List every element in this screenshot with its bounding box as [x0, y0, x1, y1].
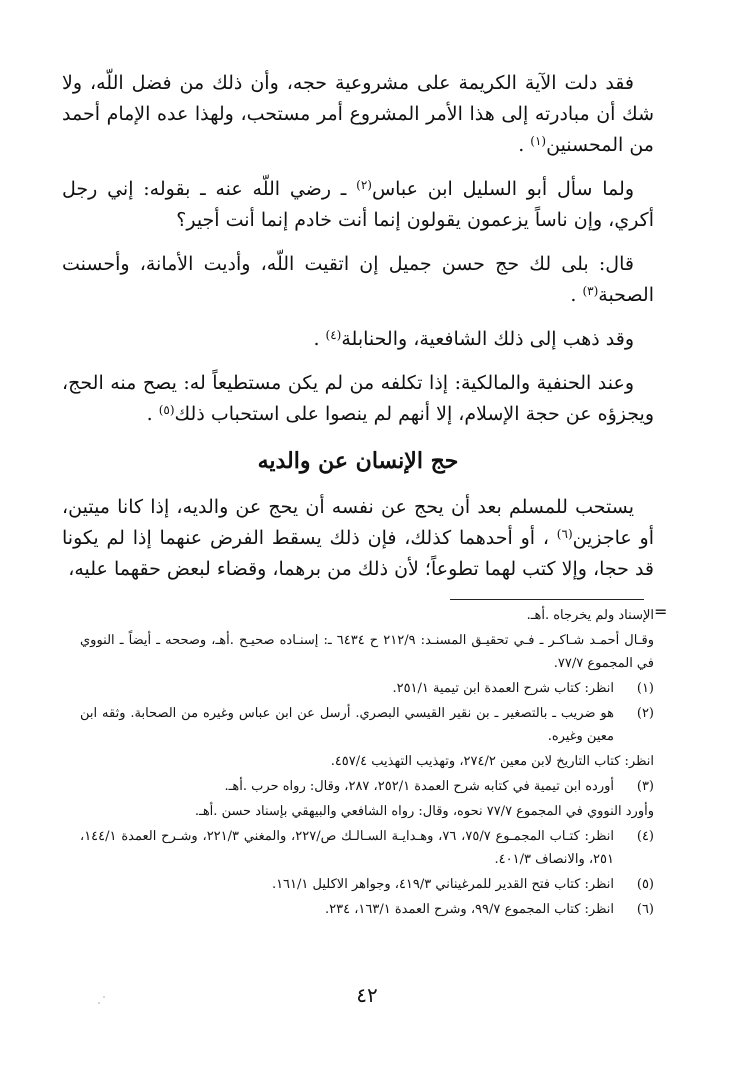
- footnote-text: انظر: كتاب شرح العمدة ابن تيمية ٢٥١/١.: [392, 681, 614, 696]
- footnote-number: (٦): [636, 902, 654, 917]
- paragraph: [62, 324, 654, 355]
- scan-speck: [103, 996, 105, 998]
- footnotes: [80, 604, 654, 923]
- footnote-text: انظر: كتاب فتح القدير للمرغيناني ٤١٩/٣، وجواهر الاكليل ١٦١/١.: [271, 877, 614, 892]
- footnote-ref: (٦): [556, 527, 573, 541]
- footnote: [80, 898, 654, 921]
- main-text: [62, 68, 654, 443]
- footnote-number: (٥): [636, 877, 654, 892]
- paragraph-text: وقد ذهب إلى ذلك الشافعية، والحنابلة: [341, 328, 634, 350]
- footnote-text: انظر: كتاب المجموع ٩٩/٧، وشرح العمدة ١٦٣/١، ٢٣٤.: [324, 902, 614, 917]
- paragraph: [62, 174, 654, 236]
- footnote-divider: [450, 599, 644, 600]
- paragraph-end: .: [313, 328, 326, 350]
- footnote: [80, 873, 654, 896]
- paragraph-text: ، أو أحدهما كذلك، فإن ذلك يسقط الفرض عنهما إذا لم يكونا قد حجا، وإلا كتب لهما تطوعاً؛ لأن ذلك من برهما، وقضاء لبعض حقهما عليه،: [62, 527, 654, 580]
- section-paragraph: [62, 492, 654, 585]
- footnote-ref: (١): [530, 134, 547, 148]
- paragraph-end: .: [146, 403, 159, 425]
- paragraph-end: .: [570, 284, 583, 306]
- footnote-text: انظر: كتاب التاريخ لابن معين ٢٧٤/٢، وتهذيب التهذيب ٤٥٧/٤.: [330, 754, 654, 769]
- footnote-continuation: الإسناد ولم يخرجاه .أهـ.: [526, 608, 654, 623]
- paragraph-end: .: [518, 134, 531, 156]
- page-number: ٤٢: [356, 983, 378, 1007]
- paragraph-text: يستحب للمسلم بعد أن يحج عن نفسه أن يحج عن والديه، إذا كانا ميتين، أو عاجزين: [62, 496, 654, 549]
- paragraph: [62, 249, 654, 311]
- paragraph: [62, 368, 654, 430]
- footnote-number: (٣): [636, 779, 654, 794]
- footnote-ref: (٥): [158, 403, 175, 417]
- footnote: [80, 775, 654, 798]
- footnote-text: انظر: كتـاب المجمـوع ٧٥/٧، ٧٦، وهـدايـة السـالـك ص/٢٢٧، والمغني ٢٢١/٣، وشـرح العمدة ١٤٤/١، ٢٥١، والانصاف ٤٠١/٣.: [80, 829, 614, 867]
- footnote-continuation: وقـال أحمـد شـاكـر ـ فـي تحقيـق المسنـد: ٢١٢/٩ ح ٦٤٣٤ ـ: إسنـاده صحيـح .أهـ، وصححه ـ أيضاً ـ النووي في المجموع ٧٧/٧.: [80, 633, 654, 671]
- paragraph: [62, 68, 654, 161]
- footnote-number: (١): [636, 681, 654, 696]
- footnote-text: هو ضريب ـ بالتصغير ـ بن نقير القيسي البصري. أرسل عن ابن عباس وغيره من الصحابة. وثقه ابن معين وغيره.: [80, 706, 614, 744]
- scan-speck: [98, 1002, 100, 1004]
- footnote: [80, 677, 654, 700]
- footnote-number: (٤): [636, 829, 654, 844]
- footnote-text: أورده ابن تيمية في كتابه شرح العمدة ٢٥٢/١، ٢٨٧، وقال: رواه حرب .أهـ.: [224, 779, 614, 794]
- footnote-number: (٢): [636, 706, 654, 721]
- paragraph-text: قال: بلى لك حج حسن جميل إن اتقيت اللّه، وأديت الأمانة، وأحسنت الصحبة: [62, 253, 654, 306]
- footnote: [80, 825, 654, 871]
- footnote-ref: (٣): [582, 284, 599, 298]
- paragraph-text: ولما سأل أبو السليل ابن عباس: [371, 178, 634, 200]
- continuation-mark: =: [654, 602, 668, 621]
- footnote-ref: (٢): [356, 178, 372, 192]
- footnote: [80, 702, 654, 748]
- section-heading: حج الإنسان عن والديه: [257, 448, 459, 474]
- paragraph-text: ـ رضي اللّه عنه ـ بقوله: إني رجل أكري، وإن ناساً يزعمون يقولون إنما أنت خادم إنما أنت أجير؟: [62, 178, 654, 231]
- paragraph-text: فقد دلت الآية الكريمة على مشروعية حجه، وأن ذلك من فضل اللّه، ولا شك أن مبادرته إلى هذا الأمر المشروع أمر مستحب، ولهذا عده الإمام أحمد من المحسنين: [62, 72, 654, 156]
- paragraph-text: وعند الحنفية والمالكية: إذا تكلفه من لم يكن مستطيعاً له: يصح منه الحج، ويجزؤه عن حجة الإسلام، إلا أنهم لم ينصوا على استحباب ذلك: [62, 372, 654, 425]
- footnote-ref: (٤): [325, 328, 342, 342]
- footnote-text: وأورد النووي في المجموع ٧٧/٧ نحوه، وقال: رواه الشافعي والبيهقي بإسناد حسن .أهـ.: [194, 804, 654, 819]
